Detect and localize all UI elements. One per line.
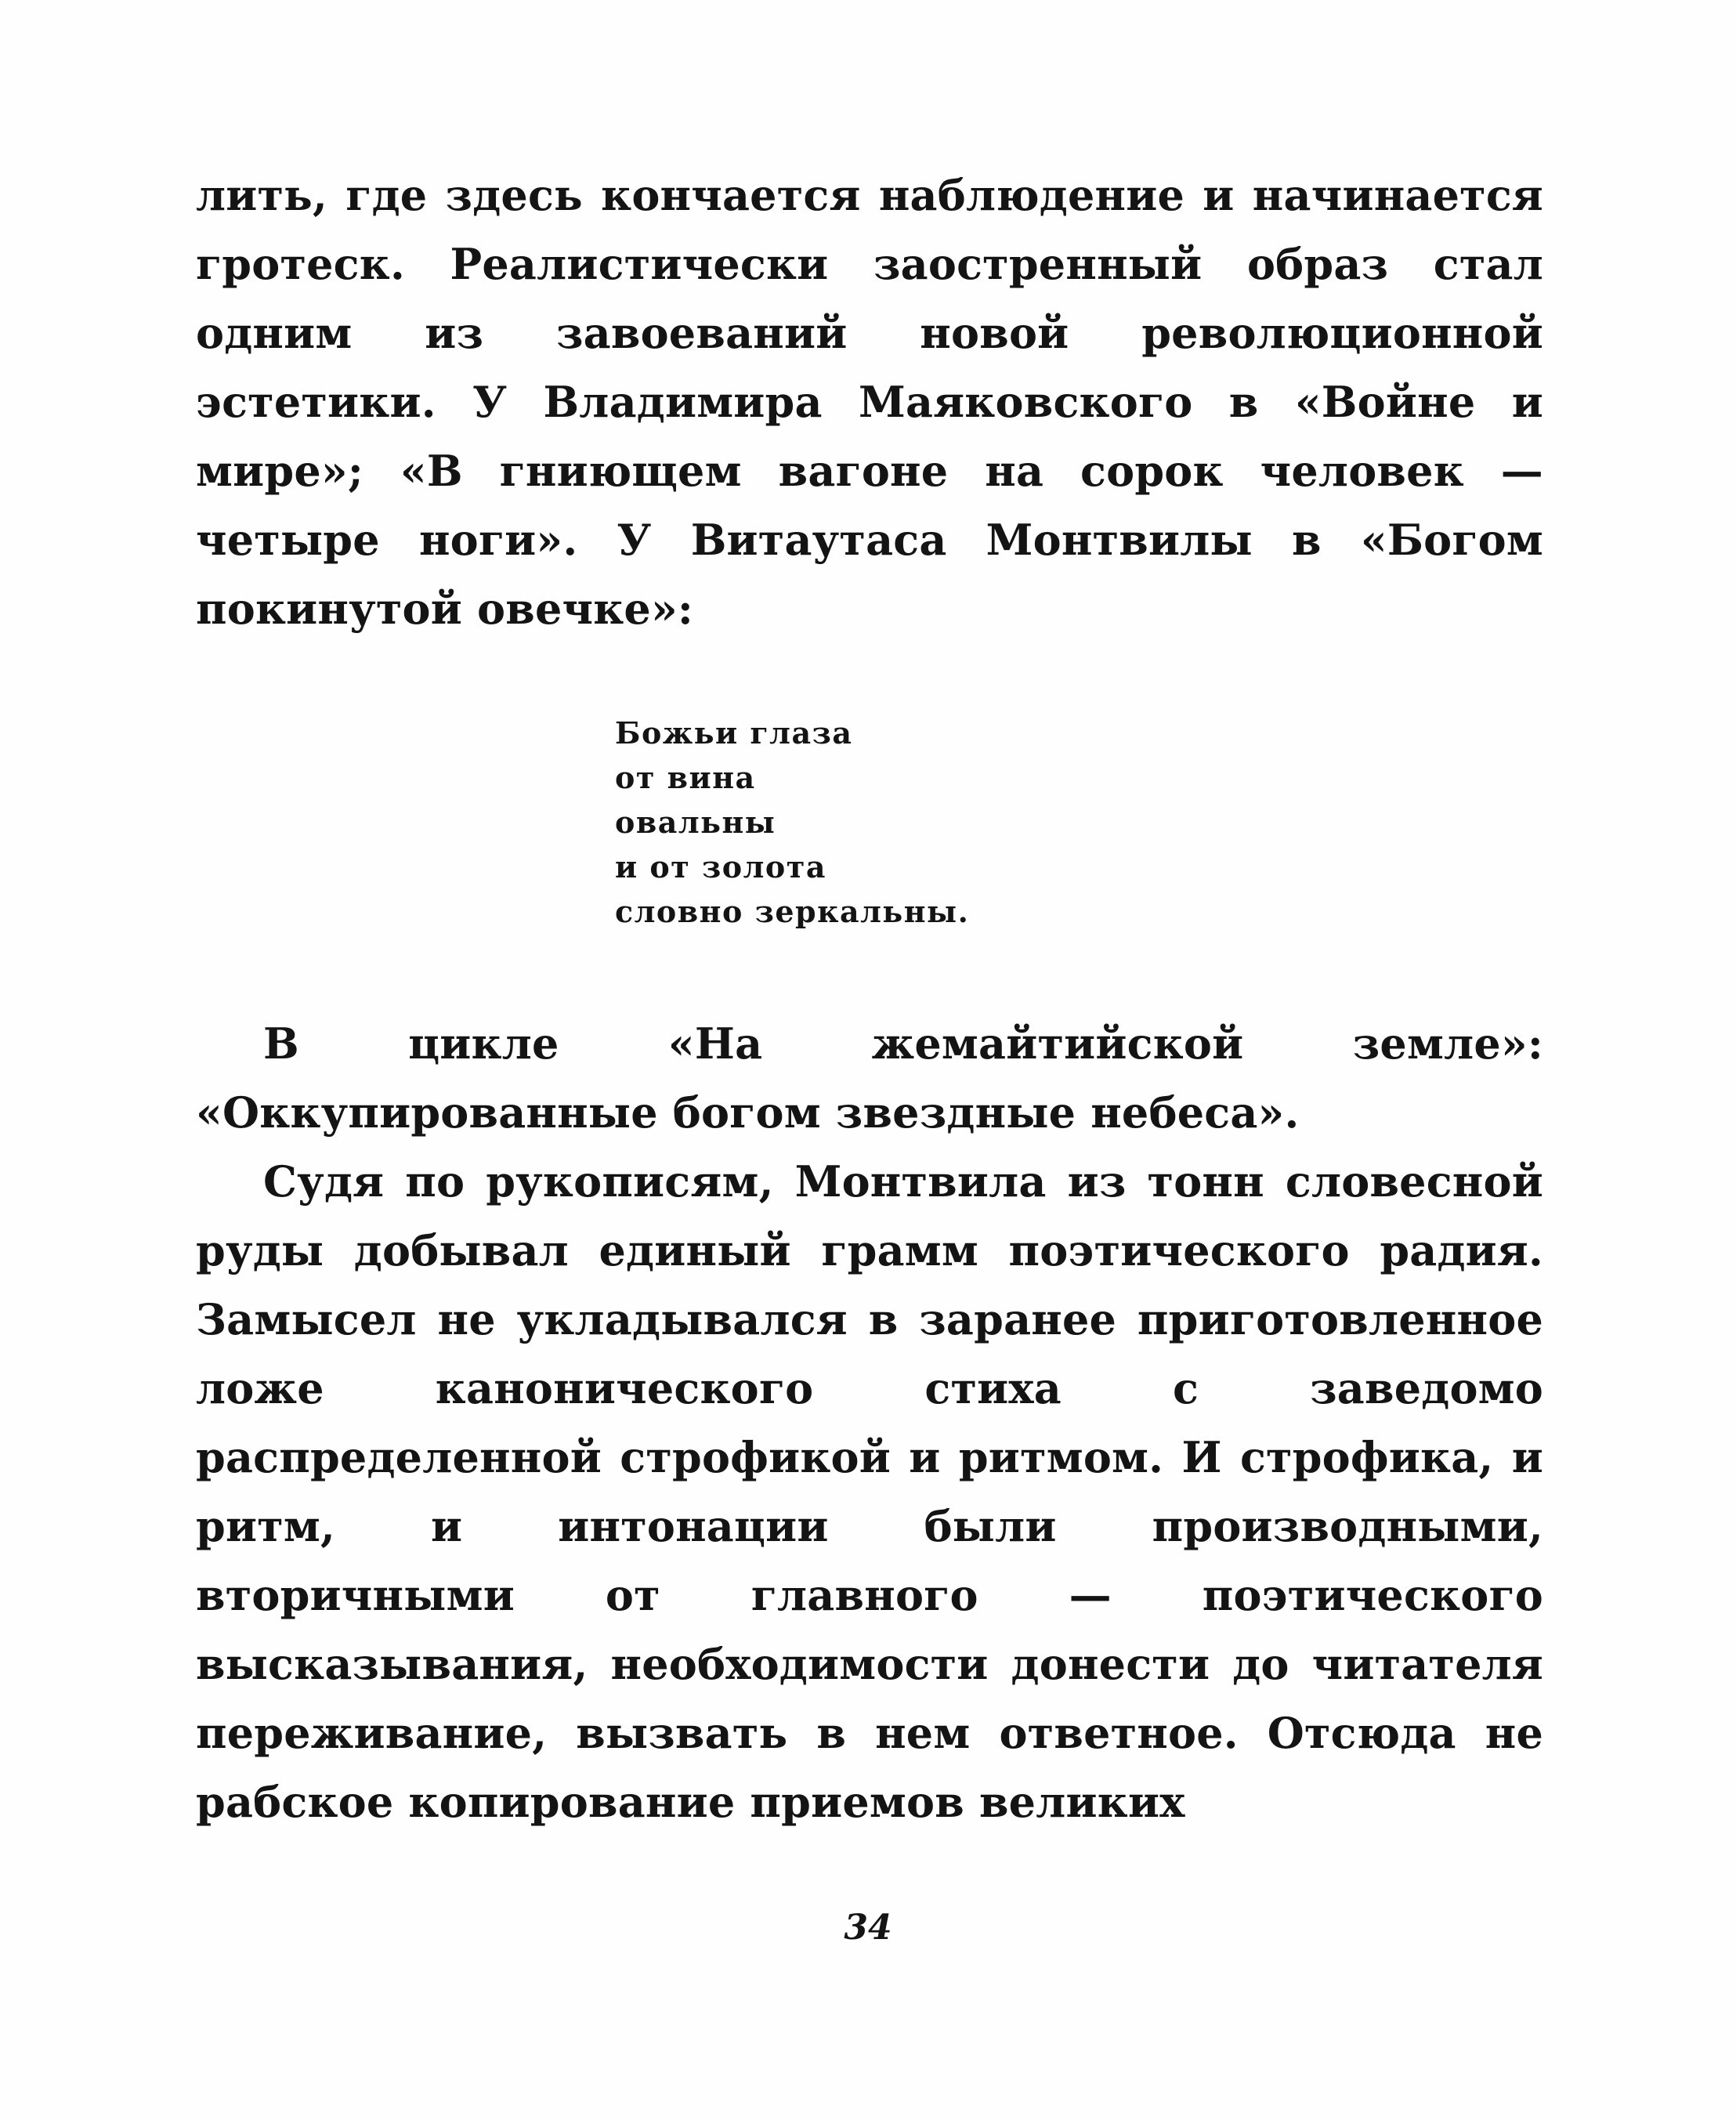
- paragraph-manuscripts: Судя по рукописям, Монтвила из тонн словесной руды добывал единый грамм поэтического радия. Замысел не укладывался в заранее приготовленное ложе канонического стиха с заведомо распределенной строфикой и ритмом. И строфика, и ритм, и интонации были производными, вторичными от главного — поэтического высказывания, необходимости донести до читателя переживание, вызвать в нем ответное. Отсюда не рабское копирование приемов великих: [196, 1156, 1543, 1827]
- verse-line: и от золота: [615, 849, 826, 885]
- page-text-column: [196, 161, 1543, 1836]
- paragraph-cycle-reference: В цикле «На жемайтийской земле»: «Оккупированные богом звездные небеса».: [196, 1018, 1543, 1138]
- paragraph-continuation: лить, где здесь кончается наблюдение и начинается гротеск. Реалистически заостренный образ стал одним из завоеваний новой революционной эстетики. У Владимира Маяковского в «Войне и мире»; «В гниющем вагоне на сорок человек — четыре ноги». У Витаутаса Монтвилы в «Богом покинутой овечке»:: [196, 170, 1543, 634]
- verse-line: словно зеркальны.: [615, 894, 970, 929]
- page-number: 34: [844, 1908, 892, 1948]
- verse-line: от вина: [615, 760, 756, 795]
- verse-block: [196, 711, 1543, 934]
- verse-line: Божьи глаза: [615, 715, 853, 751]
- verse-line: овальны: [615, 805, 776, 840]
